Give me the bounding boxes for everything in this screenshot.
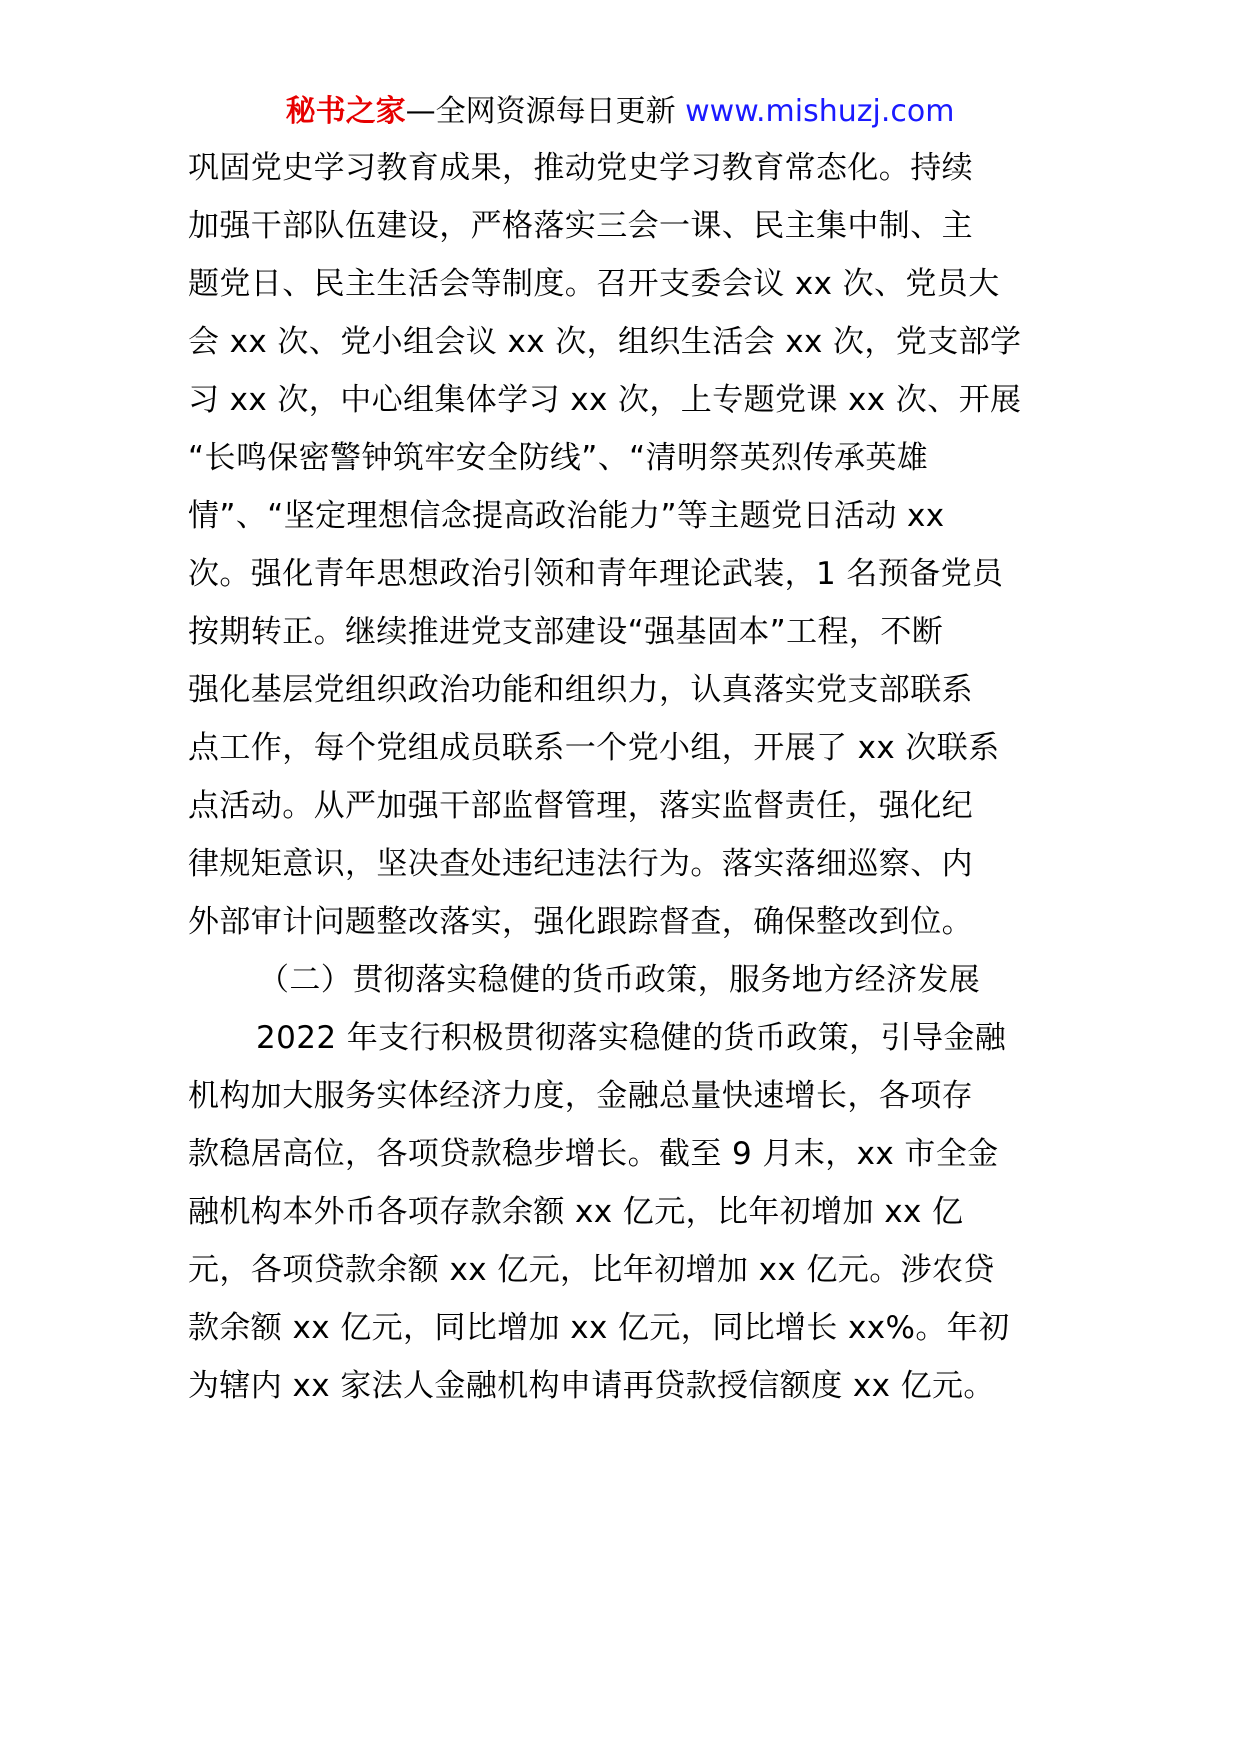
site-brand: 秘书之家 (285, 94, 406, 129)
paragraph-first-line: 2022 年支行积极贯彻落实稳健的货币政策，引导金融 (256, 1020, 1007, 1056)
text-line: 点活动。从严加强干部监督管理，落实监督责任，强化纪 (188, 788, 973, 824)
text-line: 款稳居高位，各项贷款稳步增长。截至 9 月末，xx 市全金 (188, 1136, 999, 1172)
text-line: 律规矩意识，坚决查处违纪违法行为。落实落细巡察、内 (188, 846, 973, 882)
section-heading: （二）贯彻落实稳健的货币政策，服务地方经济发展 (258, 962, 981, 998)
text-line: 机构加大服务实体经济力度，金融总量快速增长，各项存 (188, 1078, 973, 1114)
text-line: 元，各项贷款余额 xx 亿元，比年初增加 xx 亿元。涉农贷 (188, 1252, 995, 1288)
text-line: 强化基层党组织政治功能和组织力，认真落实党支部联系 (188, 672, 973, 708)
text-line: 习 xx 次，中心组集体学习 xx 次，上专题党课 xx 次、开展 (188, 382, 1022, 418)
text-line: 加强干部队伍建设，严格落实三会一课、民主集中制、主 (188, 208, 973, 244)
text-line: 按期转正。继续推进党支部建设“强基固本”工程，不断 (188, 614, 944, 650)
text-line: 外部审计问题整改落实，强化跟踪督查，确保整改到位。 (188, 904, 973, 940)
text-line: 融机构本外币各项存款余额 xx 亿元，比年初增加 xx 亿 (188, 1194, 964, 1230)
text-line: 会 xx 次、党小组会议 xx 次，组织生活会 xx 次，党支部学 (188, 324, 1022, 360)
text-line: 款余额 xx 亿元，同比增加 xx 亿元，同比增长 xx%。年初 (188, 1310, 1010, 1346)
text-line: 次。强化青年思想政治引领和青年理论武装，1 名预备党员 (188, 556, 1004, 592)
site-url-link[interactable]: www.mishuzj.com (685, 94, 955, 129)
text-line: 题党日、民主生活会等制度。召开支委会议 xx 次、党员大 (188, 266, 1000, 302)
text-line: “长鸣保密警钟筑牢安全防线”、“清明祭英烈传承英雄 (188, 440, 929, 476)
text-line: 点工作，每个党组成员联系一个党小组，开展了 xx 次联系 (188, 730, 1000, 766)
site-tagline: —全网资源每日更新 (405, 94, 686, 129)
text-line: 情”、“坚定理想信念提高政治能力”等主题党日活动 xx (188, 498, 945, 534)
text-line: 为辖内 xx 家法人金融机构申请再贷款授信额度 xx 亿元。 (188, 1368, 995, 1404)
text-line: 巩固党史学习教育成果，推动党史学习教育常态化。持续 (188, 150, 973, 186)
